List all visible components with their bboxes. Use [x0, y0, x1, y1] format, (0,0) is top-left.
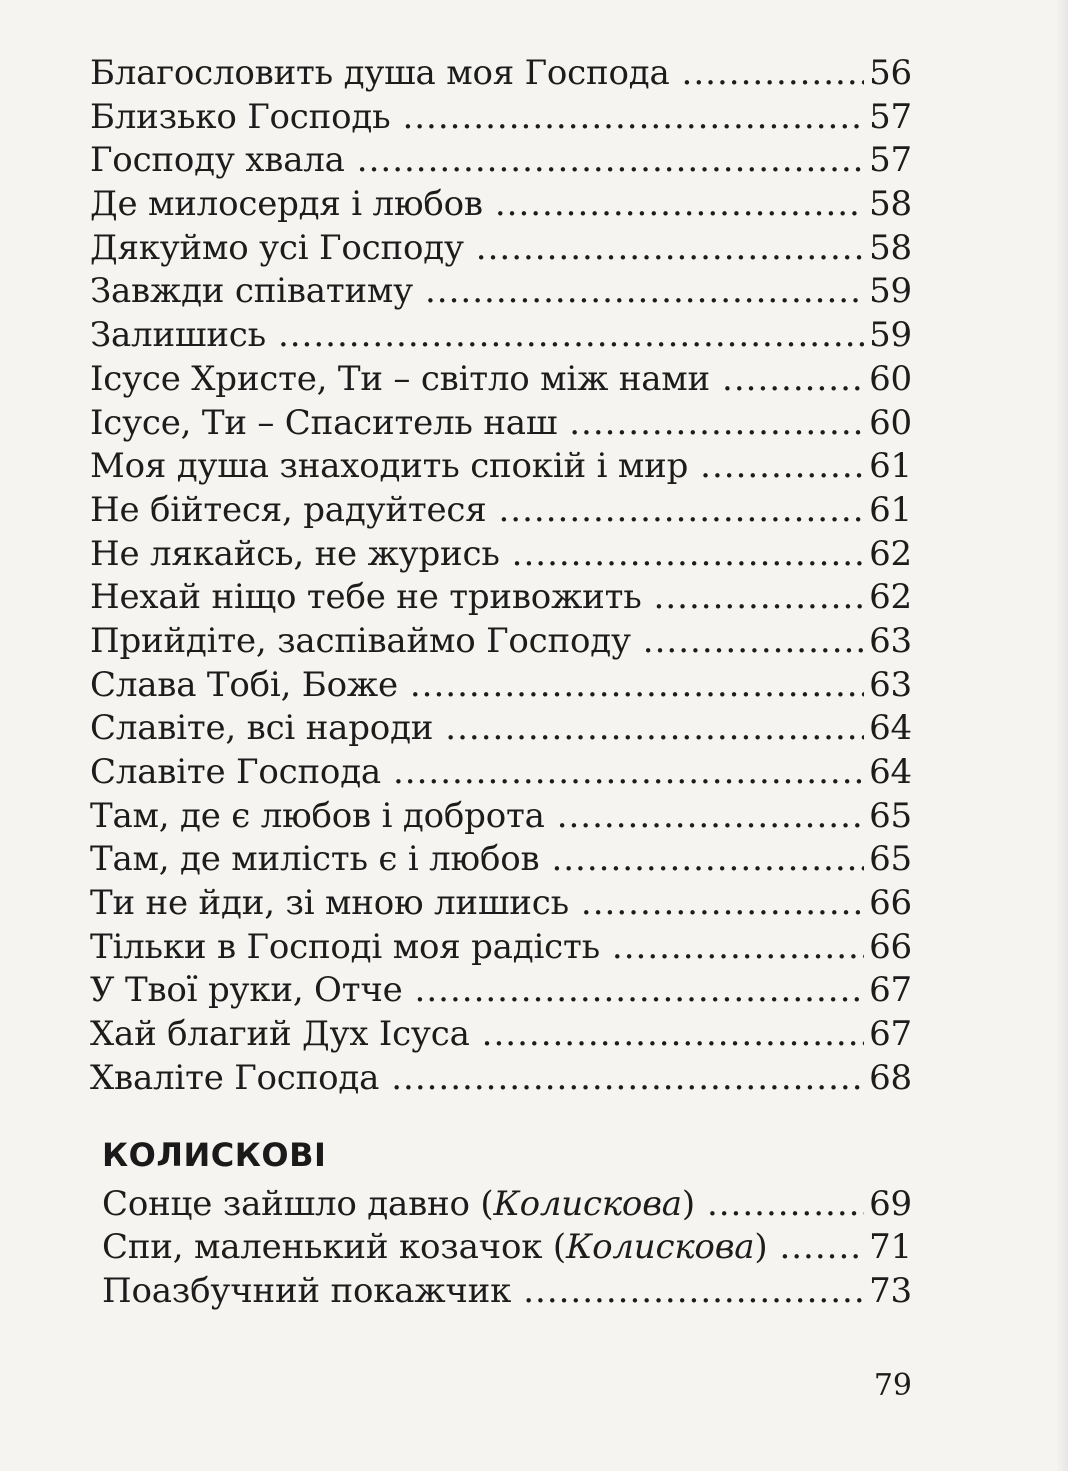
toc-entry: [90, 402, 912, 446]
toc-entry: [90, 838, 912, 882]
dot-leader: [391, 1057, 864, 1101]
toc-entry-title-start: Спи, маленький козачок (: [102, 1227, 566, 1268]
toc-entry-title: Ісусе, Ти – Спаситель наш: [90, 402, 558, 443]
toc-entry: [90, 358, 912, 402]
toc-entry-title: [102, 1270, 511, 1314]
toc-entry-title: Слава Тобі, Боже: [90, 664, 398, 705]
toc-entry-title: Там, де милість є і любов: [90, 839, 540, 880]
toc-entry-title: Залишись: [90, 315, 266, 356]
toc-entry-title-start: Поазбучний покажчик: [102, 1270, 512, 1311]
dot-leader: [557, 795, 864, 839]
toc-entry-title: [102, 1226, 767, 1270]
toc-entry-title: Не бійтеся, радуйтеся: [90, 489, 487, 530]
toc-entry: [90, 620, 912, 664]
toc-entry: [90, 926, 912, 970]
toc-entry: [90, 227, 912, 271]
dot-leader: [482, 1013, 864, 1057]
toc-entry-page: 67: [869, 970, 912, 1011]
toc-entry-page: 62: [869, 533, 912, 574]
toc-entry-page: 62: [869, 577, 912, 618]
dot-leader: [498, 489, 864, 533]
dot-leader: [476, 227, 864, 271]
toc-entry: [90, 445, 912, 489]
dot-leader: [643, 620, 864, 664]
dot-leader: [393, 751, 864, 795]
toc-entry: [90, 52, 912, 96]
toc-entry: [90, 96, 912, 140]
toc-entry-page: 64: [869, 752, 912, 792]
toc-entry: [90, 139, 912, 183]
toc-entry-title: Хваліте Господа: [90, 1057, 380, 1098]
toc-entry: [90, 270, 912, 314]
dot-leader: [402, 96, 864, 140]
toc-entry-page: 66: [869, 883, 912, 924]
toc-entry-page: 65: [869, 795, 912, 836]
toc-entry-title: У Твої руки, Отче: [90, 970, 403, 1011]
toc-entry: [90, 533, 912, 577]
toc-entry-page: 71: [869, 1227, 912, 1268]
toc-entry-title: Там, де є любов і доброта: [90, 795, 545, 836]
toc-entry: [90, 751, 912, 795]
dot-leader: [707, 1183, 864, 1227]
toc-entry-title-end: ): [681, 1183, 695, 1224]
toc-entry-title: Господу хвала: [90, 140, 345, 181]
toc-entry-title-end: ): [754, 1227, 768, 1268]
page-edge-shadow: [1056, 0, 1068, 1471]
toc-entry-page: 66: [869, 926, 912, 967]
toc-entry-title: Де милосердя і любов: [90, 184, 483, 225]
toc-entry-page: 61: [869, 489, 912, 530]
toc-entry-page: 73: [869, 1270, 912, 1311]
toc-entry: [102, 1270, 912, 1314]
toc-entry: [90, 664, 912, 708]
toc-entry-page: 57: [869, 140, 912, 181]
toc-entry: [90, 707, 912, 751]
toc-entry-page: 64: [869, 708, 912, 749]
toc-entry-title: Хай благий Дух Ісуса: [90, 1014, 470, 1055]
toc-main-list: [90, 52, 912, 1101]
dot-leader: [425, 270, 864, 314]
dot-leader: [779, 1226, 864, 1270]
toc-entry-title: Ти не йди, зі мною лишись: [90, 883, 569, 924]
table-of-contents: [90, 52, 912, 1314]
toc-entry-title: Близько Господь: [90, 96, 391, 137]
dot-leader: [700, 445, 864, 489]
toc-entry-title: Благословить душа моя Господа: [90, 53, 670, 93]
toc-section-list: [102, 1183, 912, 1314]
toc-entry-title: Тільки в Господі моя радість: [90, 926, 600, 967]
toc-entry-title-italic: Колискова: [493, 1183, 682, 1224]
toc-entry: [90, 489, 912, 533]
toc-entry-page: 57: [869, 96, 912, 137]
toc-entry-page: 69: [869, 1183, 912, 1224]
toc-entry-page: 58: [869, 227, 912, 268]
toc-entry-title: Славіте Господа: [90, 752, 381, 792]
toc-entry-page: 60: [869, 358, 912, 399]
toc-entry-title: Прийдіте, заспіваймо Господу: [90, 620, 631, 661]
toc-entry-page: 58: [869, 184, 912, 225]
toc-entry-page: 68: [869, 1057, 912, 1098]
dot-leader: [445, 707, 864, 751]
toc-entry: [90, 795, 912, 839]
dot-leader: [569, 402, 864, 446]
toc-entry: [90, 969, 912, 1013]
toc-entry-page: 56: [869, 53, 912, 93]
dot-leader: [410, 664, 864, 708]
toc-entry: [90, 1013, 912, 1057]
toc-entry-title-start: Сонце зайшло давно (: [102, 1183, 494, 1224]
dot-leader: [512, 533, 864, 577]
page-number: 79: [873, 1368, 912, 1403]
dot-leader: [612, 926, 864, 970]
dot-leader: [495, 183, 864, 227]
dot-leader: [722, 358, 864, 402]
toc-entry-page: 60: [869, 402, 912, 443]
toc-entry-title: Славіте, всі народи: [90, 708, 434, 749]
toc-entry-title: Не лякайсь, не журись: [90, 533, 500, 574]
toc-entry-title-italic: Колискова: [565, 1227, 755, 1268]
dot-leader: [357, 139, 864, 183]
toc-entry: [90, 1057, 912, 1101]
toc-entry-page: 63: [869, 620, 912, 661]
dot-leader: [581, 882, 864, 926]
dot-leader: [551, 838, 864, 882]
toc-entry-page: 65: [869, 839, 912, 880]
toc-entry-title: Дякуймо усі Господу: [90, 227, 464, 268]
toc-entry-title: Моя душа знаходить спокій і мир: [90, 446, 689, 487]
dot-leader: [654, 576, 864, 620]
toc-entry-page: 59: [869, 271, 912, 312]
toc-entry-page: 61: [869, 446, 912, 487]
toc-entry: [102, 1183, 912, 1227]
toc-entry-title: Нехай ніщо тебе не тривожить: [90, 577, 642, 618]
toc-entry-title: [102, 1183, 695, 1227]
toc-entry: [90, 576, 912, 620]
toc-entry: [102, 1226, 912, 1270]
section-heading: КОЛИСКОВІ: [102, 1135, 327, 1174]
dot-leader: [278, 314, 864, 358]
toc-entry-page: 67: [869, 1014, 912, 1055]
toc-entry: [90, 882, 912, 926]
dot-leader: [415, 969, 864, 1013]
toc-entry: [90, 314, 912, 358]
toc-entry-title: Ісусе Христе, Ти – світло між нами: [90, 358, 711, 399]
toc-entry-page: 59: [869, 315, 912, 356]
dot-leader: [682, 52, 864, 96]
toc-entry-page: 63: [869, 664, 912, 705]
toc-entry: [90, 183, 912, 227]
dot-leader: [523, 1270, 864, 1314]
toc-entry-title: Завжди співатиму: [90, 271, 413, 312]
